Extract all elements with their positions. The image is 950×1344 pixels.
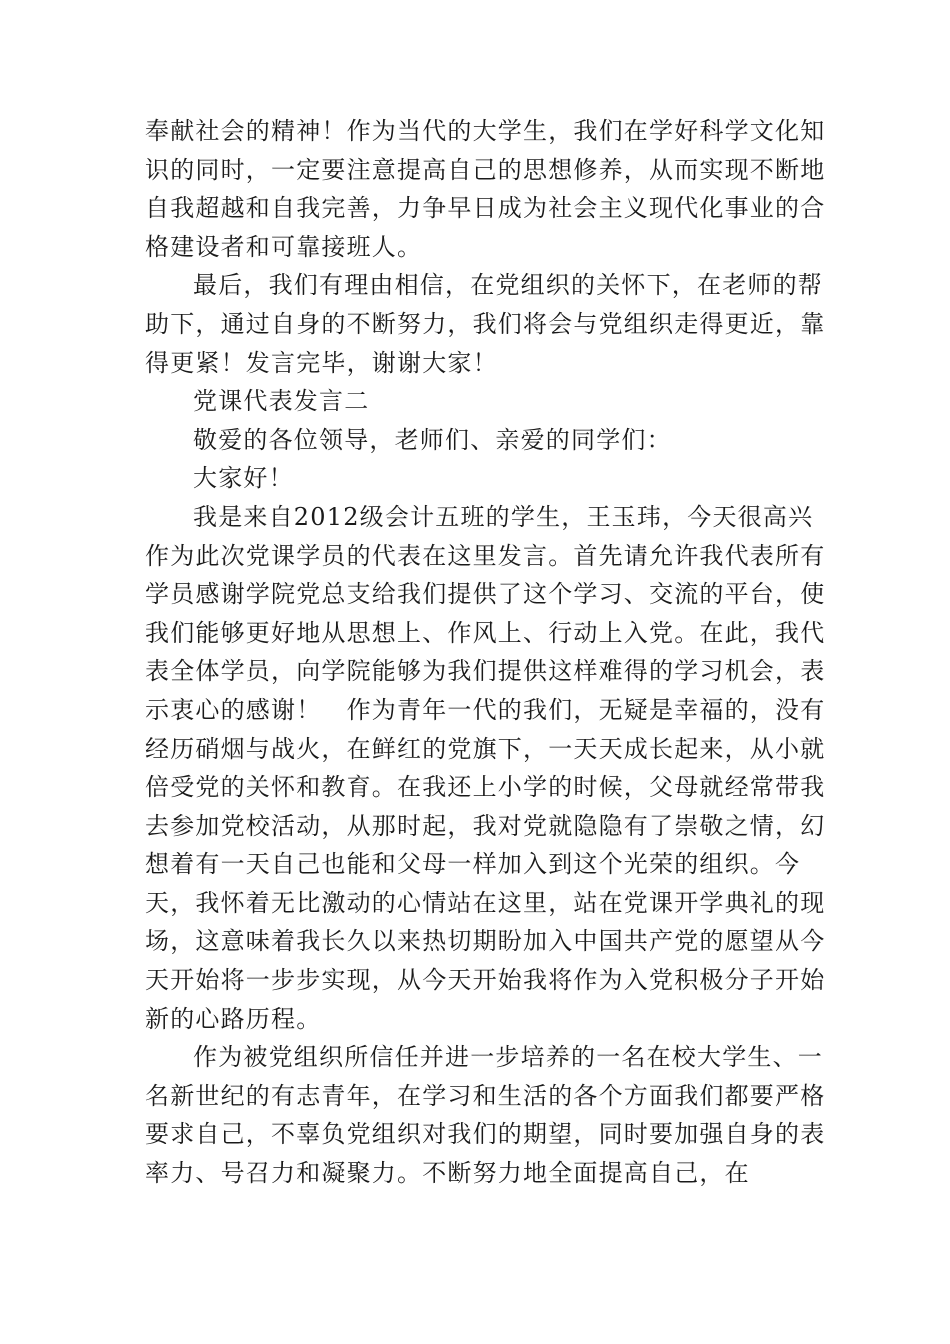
paragraph-6: 我是来自2012级会计五班的学生，王玉玮，今天很高兴作为此次党课学员的代表在这里发言。首先请允许我代表所有学员感谢学院党总支给我们提供了这个学习、交流的平台，使我们能够更好地从思想上、作风上、行动上入党。在此，我代表全体学员，向学院能够为我们提供这样难得的学习机会，表示衷心的感谢！ 作为青年一代的我们，无疑是幸福的，没有经历硝烟与战火，在鲜红的党旗下，一天天成长起来，从小就倍受党的关怀和教育。在我还上小学的时候，父母就经常带我去参加党校活动，从那时起，我对党就隐隐有了崇敬之情，幻想着有一天自己也能和父母一样加入到这个光荣的组织。今天，我怀着无比激动的心情站在这里，站在党课开学典礼的现场，这意味着我长久以来热切期盼加入中国共产党的愿望从今天开始将一步步实现，从今天开始我将作为入党积极分子开始新的心路历程。 [145,502,826,1033]
section-heading: 党课代表发言二 [193,387,370,416]
greeting: 大家好！ [193,464,294,493]
paragraph-1: 奉献社会的精神！作为当代的大学生，我们在学好科学文化知识的同时，一定要注意提高自己的思想修养，从而实现不断地自我超越和自我完善，力争早日成为社会主义现代化事业的合格建设者和可靠接班人。 [145,117,826,261]
document-body [145,112,835,1193]
paragraph-7: 作为被党组织所信任并进一步培养的一名在校大学生、一名新世纪的有志青年，在学习和生活的各个方面我们都要严格要求自己，不辜负党组织对我们的期望，同时要加强自身的表率力、号召力和凝聚力。不断努力地全面提高自己，在 [145,1043,826,1188]
salutation: 敬爱的各位领导，老师们、亲爱的同学们： [193,425,672,454]
paragraph-2: 最后，我们有理由相信，在党组织的关怀下，在老师的帮助下，通过自身的不断努力，我们将会与党组织走得更近，靠得更紧！发言完毕，谢谢大家！ [145,271,826,377]
